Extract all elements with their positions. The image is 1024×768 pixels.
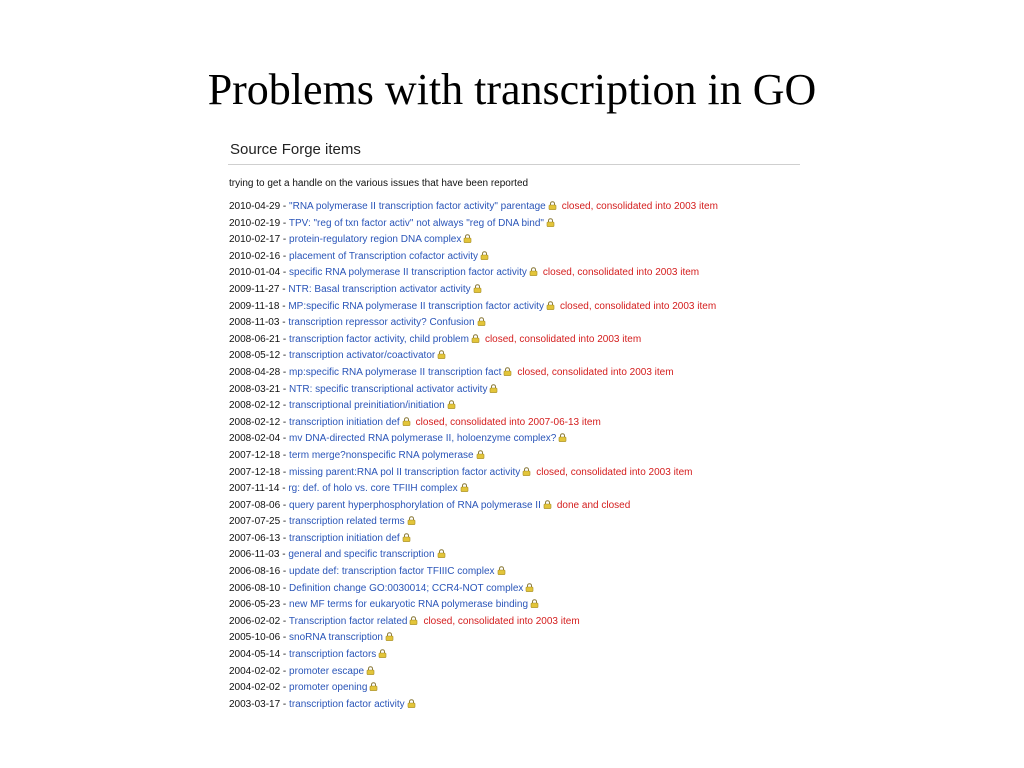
item-date: 2008-05-12	[229, 350, 281, 362]
list-item	[228, 531, 800, 548]
lock-icon	[447, 399, 456, 408]
item-link[interactable]: MP:specific RNA polymerase II transcription factor activity	[288, 300, 544, 312]
list-item	[228, 697, 800, 714]
item-date: 2005-10-06	[229, 632, 281, 644]
item-separator: -	[280, 449, 290, 461]
lock-icon	[366, 665, 375, 674]
item-link[interactable]: transcription factor activity, child problem	[289, 333, 469, 345]
list-item	[228, 498, 800, 515]
lock-icon	[529, 266, 538, 275]
item-separator: -	[279, 300, 289, 312]
list-item	[228, 365, 800, 382]
list-item	[228, 348, 800, 365]
list-item	[228, 680, 800, 697]
item-link[interactable]: mp:specific RNA polymerase II transcription fact	[289, 366, 502, 378]
source-forge-panel	[228, 138, 800, 713]
item-date: 2010-04-29	[229, 201, 281, 212]
lock-icon	[463, 233, 472, 242]
list-item	[228, 382, 800, 399]
item-link[interactable]: NTR: specific transcriptional activator activity	[289, 383, 488, 395]
item-separator: -	[280, 532, 290, 544]
lock-icon	[407, 698, 416, 707]
item-separator: -	[280, 400, 290, 412]
item-separator: -	[280, 649, 290, 661]
slide-title: Problems with transcription in GO	[207, 65, 817, 114]
panel-intro: trying to get a handle on the various issues that have been reported	[229, 178, 529, 189]
item-separator: -	[280, 267, 290, 279]
item-link[interactable]: placement of Transcription cofactor activity	[289, 250, 479, 262]
item-list	[228, 199, 800, 713]
lock-icon	[378, 648, 387, 657]
item-separator: -	[280, 366, 290, 378]
item-link[interactable]: term merge?nonspecific RNA polymerase	[289, 449, 474, 461]
lock-icon	[489, 383, 498, 392]
item-link[interactable]: TPV: "reg of txn factor activ" not always "reg of DNA bind"	[288, 217, 544, 229]
item-date: 2007-07-25	[229, 516, 281, 528]
lock-icon	[503, 366, 512, 375]
item-link[interactable]: missing parent:RNA pol II transcription factor activity	[289, 466, 521, 478]
item-separator: -	[280, 632, 290, 644]
item-date: 2004-02-02	[229, 682, 281, 694]
item-link[interactable]: new MF terms for eukaryotic RNA polymerase binding	[289, 599, 529, 611]
item-link[interactable]: transcription factors	[289, 649, 377, 661]
item-link[interactable]: "RNA polymerase II transcription factor activity" parentage	[289, 201, 546, 212]
item-separator: -	[280, 333, 290, 345]
list-item	[228, 282, 800, 299]
list-item	[228, 249, 800, 266]
item-date: 2010-02-17	[229, 234, 281, 246]
item-link[interactable]: mv DNA-directed RNA polymerase II, holoenzyme complex?	[289, 433, 557, 445]
item-status: closed, consolidated into 2003 item	[559, 300, 717, 312]
list-item	[228, 398, 800, 415]
item-status: closed, consolidated into 2003 item	[561, 201, 718, 212]
item-separator: -	[280, 466, 290, 478]
list-item	[228, 614, 800, 631]
lock-icon	[437, 349, 446, 358]
item-separator: -	[280, 201, 290, 212]
item-link[interactable]: Definition change GO:0030014; CCR4-NOT complex	[289, 582, 524, 594]
item-link[interactable]: snoRNA transcription	[289, 632, 383, 644]
item-date: 2008-03-21	[229, 383, 281, 395]
lock-icon	[525, 582, 534, 591]
lock-icon	[558, 432, 567, 441]
item-link[interactable]: promoter escape	[289, 665, 365, 677]
item-link[interactable]: transcription factor activity	[289, 698, 405, 710]
item-status: closed, consolidated into 2003 item	[542, 267, 700, 279]
item-date: 2004-05-14	[229, 649, 281, 661]
lock-icon	[546, 300, 555, 309]
item-separator: -	[280, 698, 290, 710]
item-separator: -	[280, 250, 290, 262]
item-date: 2010-02-19	[229, 217, 281, 229]
lock-icon	[409, 615, 418, 624]
item-separator: -	[279, 317, 289, 329]
list-item	[228, 481, 800, 498]
lock-icon	[546, 217, 555, 226]
item-link[interactable]: general and specific transcription	[288, 549, 435, 561]
item-separator: -	[279, 283, 289, 295]
item-date: 2006-08-10	[229, 582, 281, 594]
item-date: 2010-02-16	[229, 250, 281, 262]
item-date: 2007-12-18	[229, 466, 281, 478]
item-date: 2008-06-21	[229, 333, 281, 345]
item-link[interactable]: specific RNA polymerase II transcription factor activity	[289, 267, 527, 279]
lock-icon	[437, 548, 446, 557]
item-date: 2007-08-06	[229, 499, 281, 511]
list-item	[228, 597, 800, 614]
item-date: 2004-02-02	[229, 665, 281, 677]
lock-icon	[497, 565, 506, 574]
item-status: closed, consolidated into 2003 item	[484, 333, 642, 345]
item-link[interactable]: transcription activator/coactivator	[289, 350, 436, 362]
list-item	[228, 564, 800, 581]
lock-icon	[522, 466, 531, 475]
list-item	[228, 216, 800, 233]
item-separator: -	[280, 383, 290, 395]
list-item	[228, 465, 800, 482]
item-separator: -	[280, 416, 290, 428]
list-item	[228, 332, 800, 349]
item-status: closed, consolidated into 2003 item	[423, 615, 580, 627]
item-date: 2008-02-04	[229, 433, 281, 445]
list-item	[228, 581, 800, 598]
item-link[interactable]: query parent hyperphosphorylation of RNA polymerase II	[289, 499, 541, 511]
lock-icon	[473, 283, 482, 292]
item-date: 2003-03-17	[229, 698, 281, 710]
item-link[interactable]: transcription initiation def	[289, 532, 400, 544]
list-item	[228, 431, 800, 448]
item-status: closed, consolidated into 2003 item	[517, 366, 674, 378]
item-link[interactable]: NTR: Basal transcription activator activity	[288, 283, 471, 295]
list-item	[228, 647, 800, 664]
list-item	[228, 448, 800, 465]
item-date: 2009-11-18	[229, 300, 280, 312]
item-link[interactable]: rg: def. of holo vs. core TFIIH complex	[288, 483, 458, 495]
item-link[interactable]: Transcription factor related	[288, 615, 408, 627]
item-separator: -	[279, 549, 289, 561]
item-link[interactable]: transcription related terms	[289, 516, 405, 528]
item-link[interactable]: transcriptional preinitiation/initiation	[289, 400, 445, 412]
lock-icon	[530, 598, 539, 607]
item-date: 2007-11-14	[229, 483, 280, 495]
item-link[interactable]: transcription initiation def	[289, 416, 400, 428]
list-item	[228, 630, 800, 647]
item-link[interactable]: transcription repressor activity? Confusion	[288, 317, 475, 329]
item-status: closed, consolidated into 2007-06-13 item	[415, 416, 601, 428]
list-item	[228, 265, 800, 282]
item-separator: -	[280, 566, 290, 578]
item-date: 2009-11-27	[229, 283, 280, 295]
lock-icon	[402, 532, 411, 541]
item-separator: -	[279, 483, 289, 495]
item-separator: -	[280, 433, 290, 445]
list-item	[228, 664, 800, 681]
item-date: 2008-02-12	[229, 400, 281, 412]
item-separator: -	[280, 682, 290, 694]
lock-icon	[407, 515, 416, 524]
list-item	[228, 514, 800, 531]
lock-icon	[480, 250, 489, 259]
lock-icon	[369, 681, 378, 690]
item-date: 2006-02-02	[229, 615, 281, 627]
list-item	[228, 299, 800, 316]
lock-icon	[548, 200, 557, 209]
list-item	[228, 315, 800, 332]
list-item	[228, 547, 800, 564]
item-separator: -	[280, 665, 290, 677]
item-separator: -	[280, 350, 290, 362]
item-separator: -	[280, 217, 289, 229]
item-separator: -	[280, 516, 290, 528]
item-separator: -	[280, 499, 290, 511]
item-separator: -	[280, 582, 290, 594]
item-status: closed, consolidated into 2003 item	[536, 466, 693, 478]
lock-icon	[385, 631, 394, 640]
item-link[interactable]: update def: transcription factor TFIIIC complex	[289, 566, 495, 578]
item-link[interactable]: protein-regulatory region DNA complex	[289, 234, 462, 246]
item-date: 2006-11-03	[229, 549, 280, 561]
item-separator: -	[280, 599, 290, 611]
lock-icon	[476, 449, 485, 458]
item-date: 2006-05-23	[229, 599, 281, 611]
list-item	[228, 199, 800, 216]
item-date: 2008-11-03	[229, 317, 280, 329]
lock-icon	[543, 499, 552, 508]
item-date: 2008-02-12	[229, 416, 281, 428]
item-status: done and closed	[556, 499, 631, 511]
lock-icon	[402, 416, 411, 425]
item-date: 2010-01-04	[229, 267, 281, 279]
item-date: 2008-04-28	[229, 366, 281, 378]
item-date: 2007-06-13	[229, 532, 281, 544]
item-date: 2007-12-18	[229, 449, 281, 461]
list-item	[228, 232, 800, 249]
lock-icon	[477, 316, 486, 325]
list-item	[228, 415, 800, 432]
lock-icon	[471, 333, 480, 342]
panel-heading: Source Forge items	[228, 138, 800, 165]
item-link[interactable]: promoter opening	[289, 682, 368, 694]
item-date: 2006-08-16	[229, 566, 281, 578]
item-separator: -	[280, 615, 289, 627]
lock-icon	[460, 482, 469, 491]
item-separator: -	[280, 234, 290, 246]
